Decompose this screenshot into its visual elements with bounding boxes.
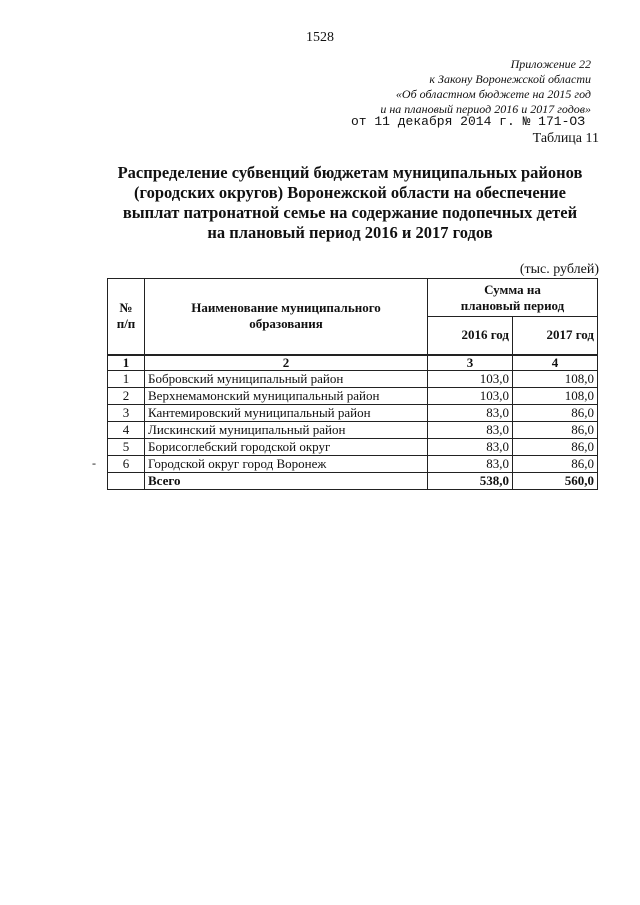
row-name: Лискинский муниципальный район xyxy=(145,421,428,438)
header-name-line1: Наименование муниципального xyxy=(191,300,381,316)
row-number: 3 xyxy=(108,404,145,421)
header-year-2017: 2017 год xyxy=(513,317,598,355)
title-line: выплат патронатной семье на содержание подопечных детей xyxy=(122,203,578,222)
appendix-line: Приложение 22 xyxy=(510,57,591,71)
table-number: Таблица 11 xyxy=(532,131,599,146)
header-sum-line1: Сумма на xyxy=(484,281,541,297)
row-value-2016: 83,0 xyxy=(428,421,513,438)
column-number: 2 xyxy=(145,355,428,371)
appendix-line: «Об областном бюджете на 2015 год xyxy=(395,87,591,101)
header-name xyxy=(145,279,428,355)
row-value-2016: 103,0 xyxy=(428,370,513,387)
row-name: Борисоглебский городской округ xyxy=(145,438,428,455)
total-number-cell xyxy=(108,472,145,489)
row-number: 2 xyxy=(108,387,145,404)
column-number: 4 xyxy=(513,355,598,371)
document-title xyxy=(95,163,605,243)
title-line: на плановый период 2016 и 2017 годов xyxy=(207,223,493,242)
row-name: Кантемировский муниципальный район xyxy=(145,404,428,421)
column-number-row xyxy=(108,355,598,371)
header-number-line1: № xyxy=(119,300,133,316)
appendix-line: к Закону Воронежской области xyxy=(429,72,591,86)
units-label: (тыс. рублей) xyxy=(519,262,599,277)
row-value-2017: 86,0 xyxy=(513,404,598,421)
row-value-2016: 103,0 xyxy=(428,387,513,404)
title-line: Распределение субвенций бюджетам муниципальных районов xyxy=(117,163,583,182)
row-value-2017: 86,0 xyxy=(513,438,598,455)
row-number: 5 xyxy=(108,438,145,455)
row-name: Бобровский муниципальный район xyxy=(145,370,428,387)
row-name: Городской округ город Воронеж xyxy=(145,455,428,472)
table-row xyxy=(108,455,598,472)
page-number: 1528 xyxy=(306,30,334,45)
appendix-line: и на плановый период 2016 и 2017 годов» xyxy=(380,102,591,116)
margin-mark: - xyxy=(92,456,96,470)
header-sum-line2: плановый период xyxy=(460,297,565,313)
table-row xyxy=(108,370,598,387)
header-sum xyxy=(428,279,598,317)
decree-stamp: от 11 декабря 2014 г. № 171-ОЗ xyxy=(350,114,585,129)
row-number: 4 xyxy=(108,421,145,438)
table-row xyxy=(108,404,598,421)
appendix-reference xyxy=(380,57,591,117)
row-name: Верхнемамонский муниципальный район xyxy=(145,387,428,404)
table-row xyxy=(108,438,598,455)
header-name-line2: образования xyxy=(249,316,323,332)
title-line: (городских округов) Воронежской области на обеспечение xyxy=(134,183,566,202)
total-value-2016: 538,0 xyxy=(428,472,513,489)
row-value-2017: 108,0 xyxy=(513,370,598,387)
total-row xyxy=(108,472,598,489)
column-number: 1 xyxy=(108,355,145,371)
row-number: 1 xyxy=(108,370,145,387)
table-row xyxy=(108,387,598,404)
row-value-2017: 86,0 xyxy=(513,455,598,472)
header-number-line2: п/п xyxy=(116,316,136,332)
row-value-2016: 83,0 xyxy=(428,455,513,472)
total-label: Всего xyxy=(145,472,428,489)
row-value-2017: 86,0 xyxy=(513,421,598,438)
header-number xyxy=(108,279,145,355)
subsidy-table xyxy=(107,278,598,490)
total-value-2017: 560,0 xyxy=(513,472,598,489)
row-value-2017: 108,0 xyxy=(513,387,598,404)
row-value-2016: 83,0 xyxy=(428,438,513,455)
row-value-2016: 83,0 xyxy=(428,404,513,421)
header-year-2016: 2016 год xyxy=(428,317,513,355)
row-number: 6 xyxy=(108,455,145,472)
column-number: 3 xyxy=(428,355,513,371)
table-row xyxy=(108,421,598,438)
